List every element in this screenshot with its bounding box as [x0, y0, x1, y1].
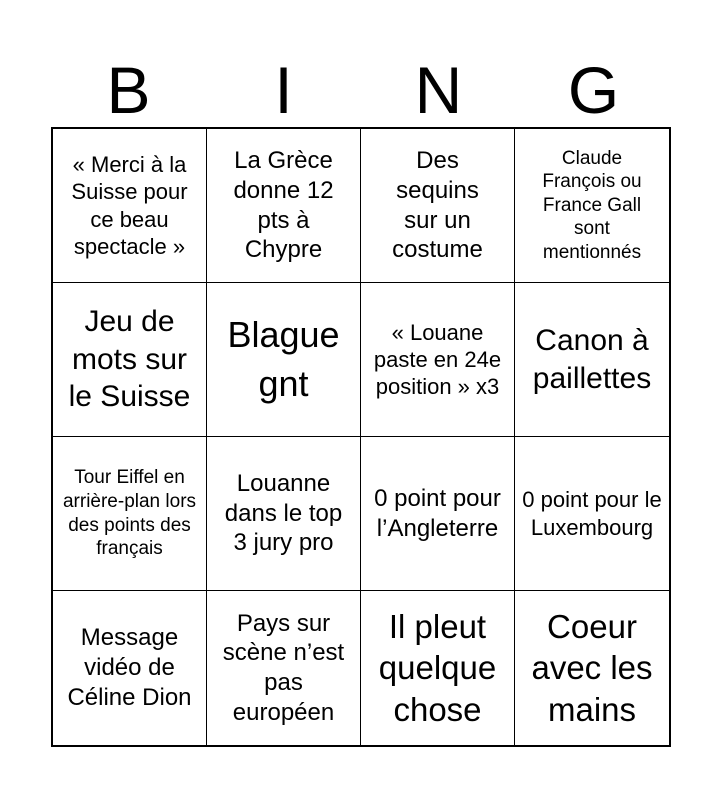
bingo-cell-r2c4[interactable] [515, 283, 669, 437]
bingo-cell-text: Il pleut quelque chose [378, 608, 497, 728]
bingo-cell-r1c1[interactable] [53, 129, 207, 283]
header-letter-g: G [567, 53, 620, 127]
bingo-cell-text: « Merci à la Suisse pour ce beau spectacle » [71, 151, 188, 259]
header-letter-i: I [274, 53, 293, 127]
bingo-cell-text: 0 point pour l’Angleterre [374, 484, 501, 542]
bingo-cell-text: Claude François ou France Gall sont mentionnés [542, 147, 642, 263]
header-letter-n: N [414, 53, 463, 127]
bingo-cell-r3c1[interactable] [53, 437, 207, 591]
bingo-cell-r2c2[interactable] [207, 283, 361, 437]
bingo-cell-r4c1[interactable] [53, 591, 207, 745]
bingo-cell-text: Jeu de mots sur le Suisse [68, 305, 191, 414]
bingo-cell-r2c1[interactable] [53, 283, 207, 437]
bingo-cell-text: Blague gnt [227, 313, 340, 404]
bingo-cell-r1c4[interactable] [515, 129, 669, 283]
bingo-cell-text: Tour Eiffel en arrière-plan lors des points des français [62, 467, 197, 560]
bingo-cell-r1c2[interactable] [207, 129, 361, 283]
bingo-cell-r4c4[interactable] [515, 591, 669, 745]
bingo-cell-r4c2[interactable] [207, 591, 361, 745]
bingo-cell-text: La Grèce donne 12 pts à Chypre [233, 147, 334, 264]
bingo-cell-text: Canon à paillettes [532, 324, 652, 395]
bingo-cell-r3c2[interactable] [207, 437, 361, 591]
bingo-cell-text: Louanne dans le top 3 jury pro [224, 469, 343, 557]
bingo-cell-text: Message vidéo de Céline Dion [67, 624, 192, 711]
bingo-cell-r1c3[interactable] [361, 129, 515, 283]
bingo-cell-r4c3[interactable] [361, 591, 515, 745]
bingo-cell-r2c3[interactable] [361, 283, 515, 437]
bingo-cell-text: Des sequins sur un costume [392, 147, 483, 264]
bingo-cell-text: 0 point pour le Luxembourg [522, 487, 662, 540]
bingo-cell-text: Coeur avec les mains [531, 608, 653, 728]
bingo-cell-r3c4[interactable] [515, 437, 669, 591]
bingo-header [51, 52, 671, 128]
bingo-board [51, 127, 671, 747]
bingo-cell-r3c3[interactable] [361, 437, 515, 591]
header-letter-b: B [106, 53, 151, 127]
bingo-cell-text: Pays sur scène n’est pas européen [222, 609, 345, 726]
bingo-cell-text: « Louane paste en 24e position » x3 [373, 319, 502, 400]
